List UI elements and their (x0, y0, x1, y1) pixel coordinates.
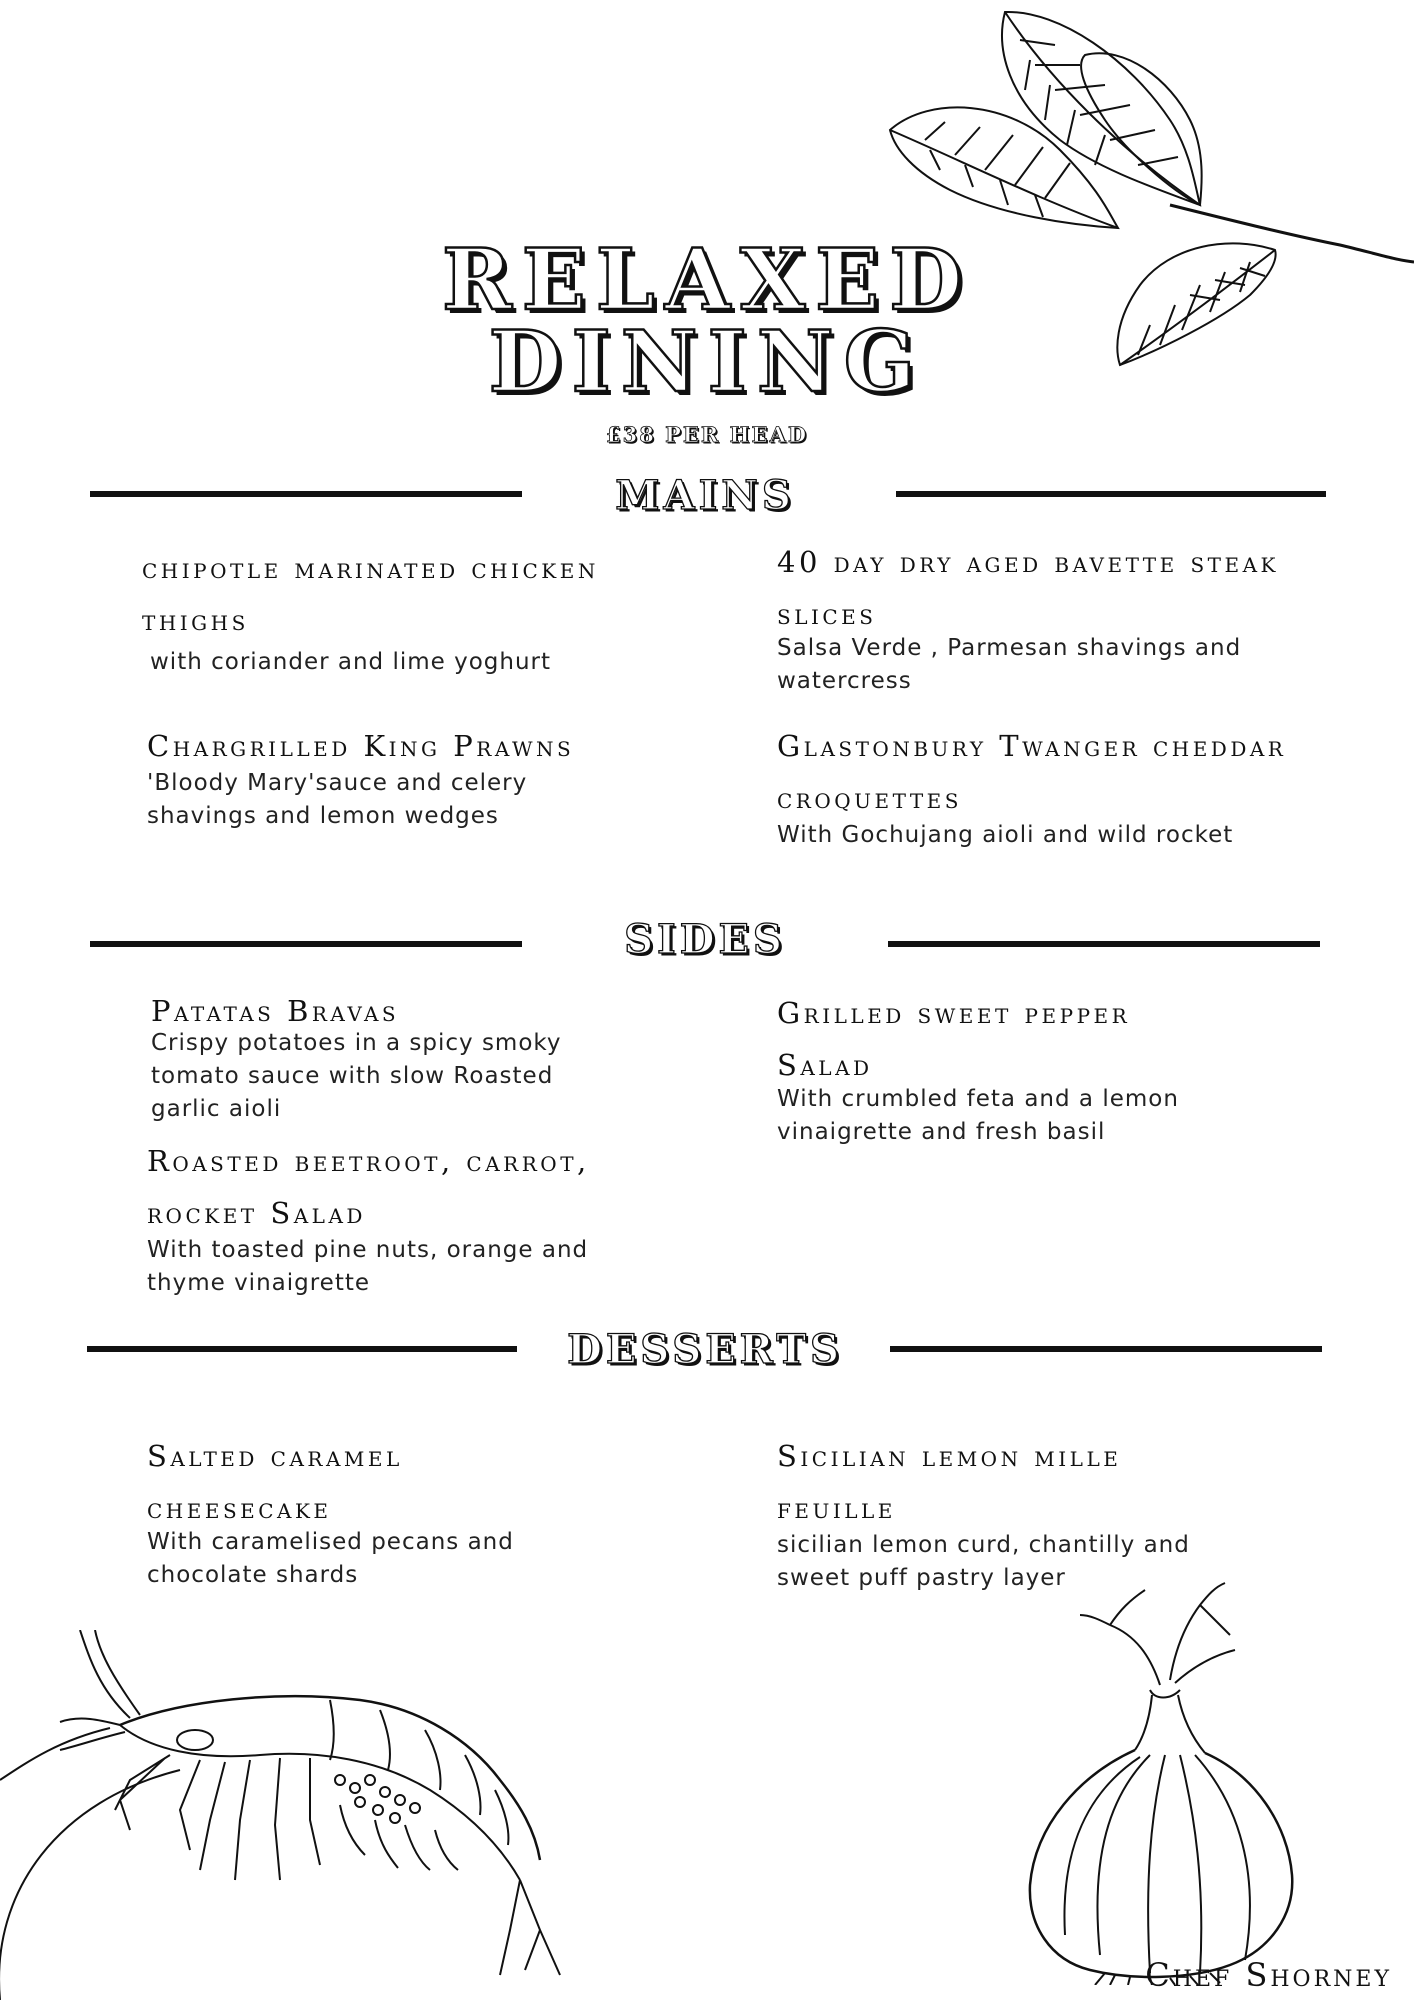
item-name: Sicilian lemon mille feuille (777, 1439, 1122, 1525)
section-rule-right (896, 491, 1326, 497)
item-name: chipotle marinated chicken thighs (142, 551, 599, 637)
item-description: sicilian lemon curd, chantilly and sweet puff pastry layer (777, 1532, 1190, 1591)
menu-item (151, 985, 591, 1126)
item-description: with coriander and lime yoghurt (150, 649, 551, 675)
section-rule-left (90, 941, 522, 947)
item-description: With toasted pine nuts, orange and thyme vinaigrette (147, 1237, 589, 1296)
item-description: With crumbled feta and a lemon vinaigrette and fresh basil (777, 1086, 1179, 1145)
item-description: With caramelised pecans and chocolate shards (147, 1529, 514, 1588)
menu-item (777, 987, 1237, 1149)
item-name: Salted caramel cheesecake (147, 1439, 403, 1525)
section-heading-mains: MAINS (615, 472, 795, 519)
menu-item (777, 1430, 1237, 1595)
menu-item (777, 720, 1297, 852)
item-description: 'Bloody Mary'sauce and celery shavings and lemon wedges (147, 770, 528, 829)
item-description: Crispy potatoes in a spicy smoky tomato sauce with slow Roasted garlic aioli (151, 1030, 562, 1122)
section-heading-desserts: DESSERTS (567, 1326, 843, 1373)
item-name: Roasted beetroot, carrot, rocket Salad (147, 1144, 590, 1230)
item-description: Salsa Verde , Parmesan shavings and watercress (777, 635, 1242, 694)
menu-item (147, 1430, 587, 1592)
item-description: With Gochujang aioli and wild rocket (777, 822, 1234, 848)
section-rule-right (888, 941, 1320, 947)
section-heading-sides: SIDES (624, 916, 786, 963)
menu-item (147, 720, 587, 833)
price-per-head: £38 PER HEAD (605, 422, 809, 447)
item-name: Glastonbury Twanger cheddar croquettes (777, 729, 1287, 815)
chef-signature: Chef Shorney (1145, 1956, 1392, 1994)
menu-item (777, 536, 1297, 698)
menu-item (142, 542, 642, 679)
onion-icon (1010, 1575, 1330, 1985)
menu-title-line2: DINING (488, 312, 926, 411)
item-name: Grilled sweet pepper Salad (777, 996, 1131, 1082)
item-name: Chargrilled King Prawns (147, 729, 575, 763)
item-name: Patatas Bravas (151, 994, 400, 1028)
menu-item (147, 1135, 627, 1300)
menu-title-line1: RELAXED (441, 230, 973, 329)
section-rule-right (890, 1346, 1322, 1352)
item-name: 40 day dry aged bavette steak slices (777, 545, 1279, 631)
section-rule-left (87, 1346, 517, 1352)
prawn-icon (0, 1630, 600, 2000)
section-rule-left (90, 491, 522, 497)
